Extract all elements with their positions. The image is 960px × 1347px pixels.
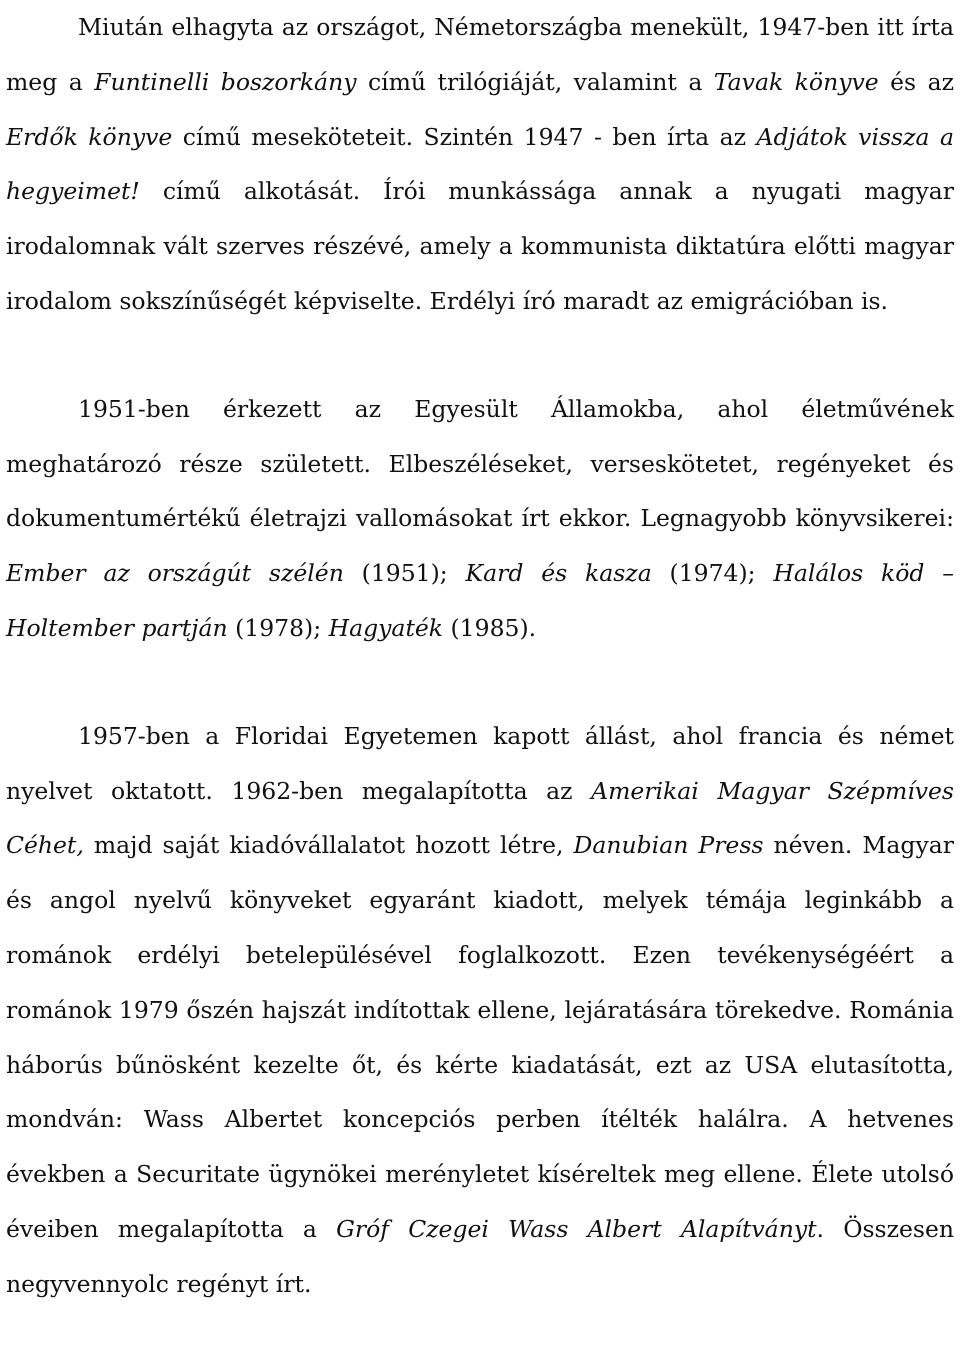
- text-segment: majd saját kiadóvállalatot hozott létre,: [83, 831, 574, 860]
- text-segment: (1951);: [343, 559, 466, 588]
- text-segment: című meseköteteit. Szintén 1947 - ben írta az: [172, 122, 757, 151]
- text-segment: (1974);: [651, 559, 774, 588]
- publisher-name: Danubian Press: [573, 831, 764, 860]
- text-segment: című trilógiáját, valamint a: [356, 67, 714, 96]
- paragraph-3: [6, 709, 954, 1312]
- book-title: Halálos köd – Holtember partján: [6, 559, 954, 642]
- book-title: Kard és kasza: [465, 559, 652, 588]
- text-segment: (1985).: [443, 613, 537, 642]
- book-title: Funtinelli boszorkány: [94, 67, 357, 96]
- document-page: [6, 0, 954, 1312]
- book-title: Erdők könyve: [6, 122, 173, 151]
- organization-name: Amerikai Magyar Szépmíves Céhet,: [6, 776, 954, 860]
- text-segment: néven. Magyar és angol nyelvű könyveket egyaránt kiadott, melyek témája leginkább a románok erdélyi betelepülésével foglalkozott. Ezen tevékenységéért a románok 1979 őszén hajszát indítottak ellene, lejáratására törekedve. Románia háborús bűnösként kezelte őt, és kérte kiadatását, ezt az USA elutasította, mondván: Wass Albertet koncepciós perben ítélték halálra. A hetvenes években a Securitate ügynökei merényletet kíséreltek meg ellene. Élete utolsó éveiben megalapította a: [6, 831, 954, 1243]
- text-segment: című alkotását. Írói munkássága annak a nyugati magyar irodalomnak vált szerves részévé, amely a kommunista diktatúra előtti magyar irodalom sokszínűségét képviselte. Erdélyi író maradt az emigrációban is.: [6, 177, 954, 315]
- text-segment: . Összesen negyvennyolc regényt írt.: [6, 1214, 954, 1298]
- book-title: Ember az országút szélén: [6, 559, 344, 588]
- text-segment: 1957-ben a Floridai Egyetemen kapott állást, ahol francia és német nyelvet oktatott. 1962-ben megalapította az: [6, 721, 954, 805]
- book-title: Hagyaték: [328, 613, 444, 642]
- text-segment: 1951-ben érkezett az Egyesült Államokba, ahol életművének meghatározó része született. Elbeszéléseket, verseskötetet, regényeket és dokumentumértékű életrajzi vallomásokat írt ekkor. Legnagyobb könyvsikerei:: [6, 394, 954, 533]
- text-segment: (1978);: [227, 613, 329, 642]
- paragraph-2: [6, 382, 954, 656]
- book-title: Tavak könyve: [713, 67, 879, 96]
- book-title: Adjátok vissza a hegyeimet!: [6, 122, 954, 206]
- text-segment: Miután elhagyta az országot, Németországba menekült, 1947-ben itt írta meg a: [6, 13, 954, 96]
- text-segment: és az: [878, 67, 954, 96]
- paragraph-1: [6, 0, 954, 329]
- foundation-name: Gróf Czegei Wass Albert Alapítványt: [336, 1214, 817, 1243]
